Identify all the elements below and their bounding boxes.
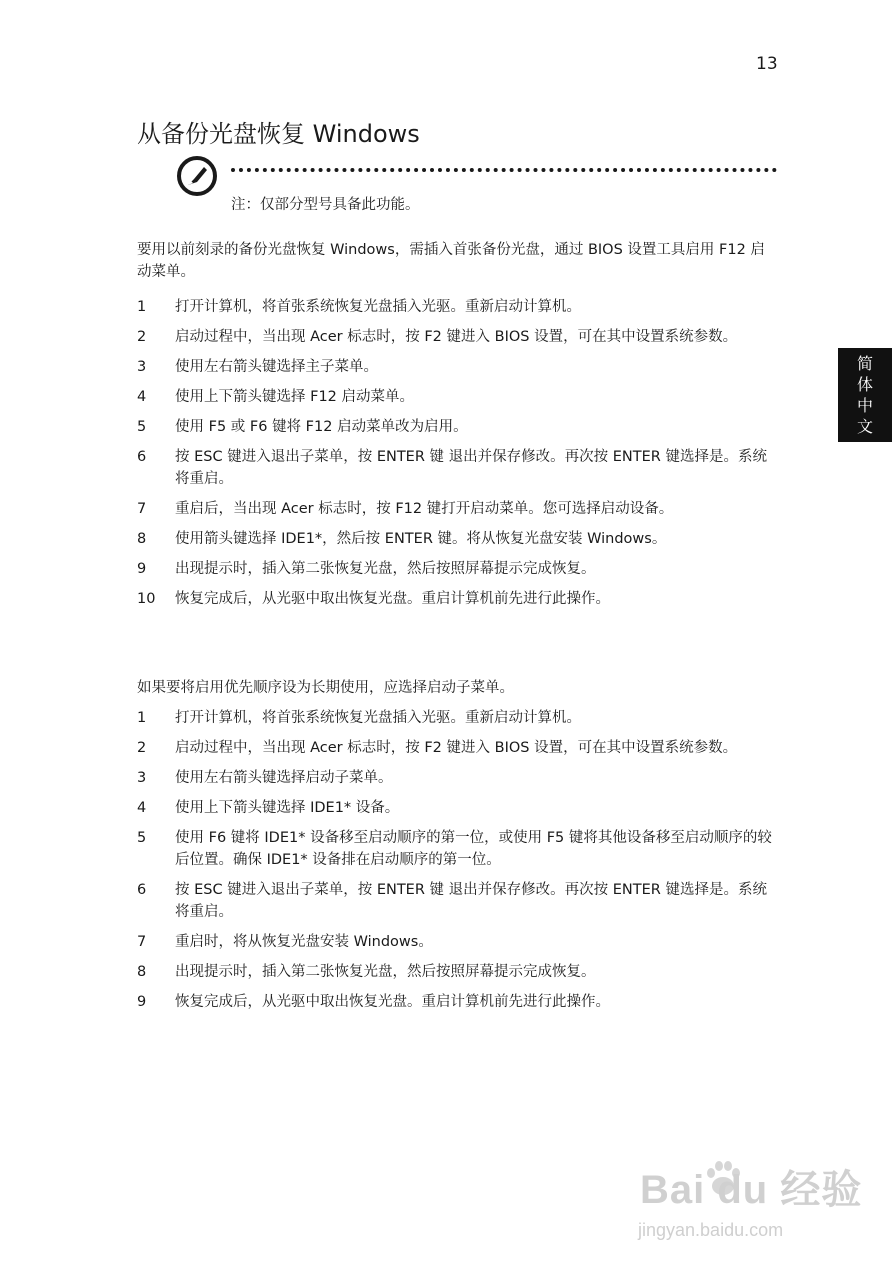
list-item	[137, 416, 779, 438]
step-text: 使用左右箭头键选择主子菜单。	[175, 359, 378, 375]
list-item	[137, 737, 779, 759]
step-text: 使用箭头键选择 IDE1*，然后按 ENTER 键。将从恢复光盘安装 Windows。	[175, 531, 667, 547]
note-icon	[176, 155, 218, 197]
list-item	[137, 767, 779, 789]
step-number: 6	[137, 449, 147, 465]
step-number: 10	[137, 591, 156, 607]
list-item	[137, 961, 779, 983]
step-number: 1	[137, 299, 147, 315]
step-number: 2	[137, 740, 147, 756]
list-item	[137, 931, 779, 953]
step-text: 使用上下箭头键选择 IDE1* 设备。	[175, 800, 400, 816]
list-item	[137, 797, 779, 819]
step-number: 2	[137, 329, 147, 345]
page-number: 13	[756, 54, 778, 74]
step-text: 恢复完成后，从光驱中取出恢复光盘。重启计算机前先进行此操作。	[175, 591, 610, 607]
list-item	[137, 588, 779, 610]
step-number: 3	[137, 359, 147, 375]
language-tab-char: 体	[856, 375, 873, 394]
step-number: 3	[137, 770, 147, 786]
note-text: 注：仅部分型号具备此功能。	[231, 197, 420, 213]
watermark-url: jingyan.baidu.com	[638, 1220, 784, 1240]
language-tab-char: 中	[856, 396, 873, 415]
step-number: 4	[137, 389, 147, 405]
step-number: 8	[137, 964, 147, 980]
list-item	[137, 446, 779, 490]
step-text: 按 ESC 键进入退出子菜单，按 ENTER 键 退出并保存修改。再次按 ENTER 键选择是。系统将重启。	[175, 449, 767, 487]
language-tab	[838, 348, 892, 442]
list-item	[137, 498, 779, 520]
step-text: 使用上下箭头键选择 F12 启动菜单。	[175, 389, 415, 405]
step-number: 8	[137, 531, 147, 547]
step-text: 重启时，将从恢复光盘安装 Windows。	[175, 934, 433, 950]
step-number: 1	[137, 710, 147, 726]
list-item	[137, 827, 779, 871]
list-item	[137, 879, 779, 923]
step-number: 6	[137, 882, 147, 898]
page-title: 从备份光盘恢复 Windows	[137, 120, 420, 148]
note-divider	[231, 168, 777, 172]
step-text: 按 ESC 键进入退出子菜单，按 ENTER 键 退出并保存修改。再次按 ENTER 键选择是。系统将重启。	[175, 882, 767, 920]
list-item	[137, 326, 779, 348]
list-item	[137, 707, 779, 729]
step-text: 出现提示时，插入第二张恢复光盘，然后按照屏幕提示完成恢复。	[175, 561, 596, 577]
step-text: 使用左右箭头键选择启动子菜单。	[175, 770, 393, 786]
language-tab-char: 简	[856, 354, 873, 373]
section2-intro: 如果要将启用优先顺序设为长期使用，应选择启动子菜单。	[137, 680, 514, 696]
step-text: 启动过程中，当出现 Acer 标志时，按 F2 键进入 BIOS 设置，可在其中设置系统参数。	[175, 329, 738, 345]
list-item	[137, 386, 779, 408]
section1-steps	[137, 296, 779, 618]
step-text: 重启后，当出现 Acer 标志时，按 F12 键打开启动菜单。您可选择启动设备。	[175, 501, 674, 517]
step-text: 使用 F5 或 F6 键将 F12 启动菜单改为启用。	[175, 419, 468, 435]
list-item	[137, 356, 779, 378]
list-item	[137, 558, 779, 580]
step-text: 恢复完成后，从光驱中取出恢复光盘。重启计算机前先进行此操作。	[175, 994, 610, 1010]
step-number: 5	[137, 419, 147, 435]
step-number: 7	[137, 501, 147, 517]
list-item	[137, 296, 779, 318]
watermark	[630, 1148, 866, 1266]
step-number: 5	[137, 830, 147, 846]
language-tab-char: 文	[856, 417, 873, 436]
section2-steps	[137, 707, 779, 1021]
step-number: 9	[137, 561, 147, 577]
list-item	[137, 528, 779, 550]
step-text: 打开计算机，将首张系统恢复光盘插入光驱。重新启动计算机。	[175, 299, 581, 315]
step-text: 出现提示时，插入第二张恢复光盘，然后按照屏幕提示完成恢复。	[175, 964, 596, 980]
step-text: 启动过程中，当出现 Acer 标志时，按 F2 键进入 BIOS 设置，可在其中设置系统参数。	[175, 740, 738, 756]
step-number: 4	[137, 800, 147, 816]
list-item	[137, 991, 779, 1013]
step-number: 7	[137, 934, 147, 950]
step-text: 打开计算机，将首张系统恢复光盘插入光驱。重新启动计算机。	[175, 710, 581, 726]
section1-intro: 要用以前刻录的备份光盘恢复 Windows，需插入首张备份光盘，通过 BIOS 设置工具启用 F12 启动菜单。	[137, 242, 765, 280]
watermark-logo: Bai du 经验	[640, 1168, 863, 1212]
step-number: 9	[137, 994, 147, 1010]
step-text: 使用 F6 键将 IDE1* 设备移至启动顺序的第一位，或使用 F5 键将其他设备移至启动顺序的较后位置。确保 IDE1* 设备排在启动顺序的第一位。	[175, 830, 772, 868]
